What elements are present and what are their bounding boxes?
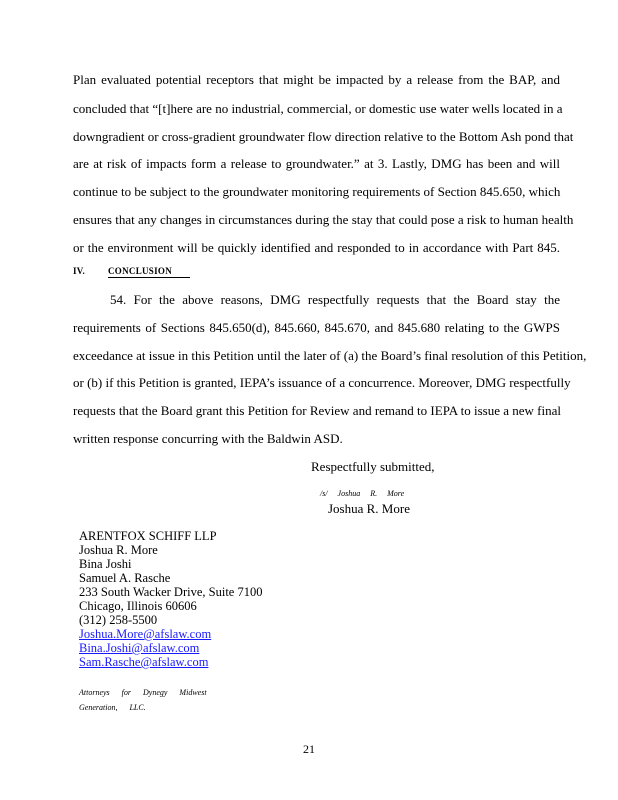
body-line: continue to be subject to the groundwater monitoring requirements of Section 845.650, which — [73, 184, 561, 199]
email-link[interactable]: Joshua.More@afslaw.com — [79, 627, 212, 641]
conclusion-line: or (b) if this Petition is granted, IEPA’s issuance of a concurrence. Moreover, DMG respectfully — [73, 375, 571, 390]
attorney-name: Bina Joshi — [79, 557, 132, 571]
conclusion-line: 54. For the above reasons, DMG respectfully requests that the Board stay the — [110, 292, 560, 307]
firm-block — [79, 529, 339, 669]
section-title: CONCLUSION — [108, 266, 190, 278]
attorneys-for-line: Attorneys for Dynegy Midwest — [79, 688, 207, 697]
conclusion-line: requests that the Board grant this Petition for Review and remand to IEPA to issue a new final — [73, 403, 562, 418]
phone-number: (312) 258-5500 — [79, 613, 158, 627]
email-link[interactable]: Bina.Joshi@afslaw.com — [79, 641, 200, 655]
body-line: or the environment will be quickly identified and responded to in accordance with Part 845. — [73, 240, 560, 255]
attorney-name: Joshua R. More — [79, 543, 158, 557]
closing-text: Respectfully submitted, — [311, 459, 435, 474]
body-line: Plan evaluated potential receptors that might be impacted by a release from the BAP, and — [73, 72, 560, 87]
body-line: ensures that any changes in circumstances during the stay that could pose a risk to human health — [73, 212, 574, 227]
electronic-signature: /s/ Joshua R. More — [320, 489, 405, 498]
attorney-name: Samuel A. Rasche — [79, 571, 171, 585]
body-line: concluded that “[t]here are no industrial, commercial, or domestic use water wells located in a — [73, 101, 563, 116]
body-line: downgradient or cross-gradient groundwater flow direction relative to the Bottom Ash pond that — [73, 129, 574, 144]
conclusion-line: requirements of Sections 845.650(d), 845.660, 845.670, and 845.680 relating to the GWPS — [73, 320, 560, 335]
address-line: Chicago, Illinois 60606 — [79, 599, 197, 613]
conclusion-line: written response concurring with the Baldwin ASD. — [73, 431, 343, 446]
conclusion-line: exceedance at issue in this Petition until the later of (a) the Board’s final resolution of this Petition, — [73, 348, 587, 363]
signatory-name: Joshua R. More — [328, 501, 410, 516]
body-line: are at risk of impacts form a release to groundwater.” at 3. Lastly, DMG has been and will — [73, 156, 560, 171]
page-number: 21 — [303, 742, 315, 756]
address-line: 233 South Wacker Drive, Suite 7100 — [79, 585, 263, 599]
attorneys-for-line: Generation, LLC. — [79, 703, 146, 712]
attorneys-for — [79, 685, 219, 715]
email-link[interactable]: Sam.Rasche@afslaw.com — [79, 655, 209, 669]
firm-name: ARENTFOX SCHIFF LLP — [79, 529, 217, 543]
section-number: IV. — [73, 266, 85, 276]
